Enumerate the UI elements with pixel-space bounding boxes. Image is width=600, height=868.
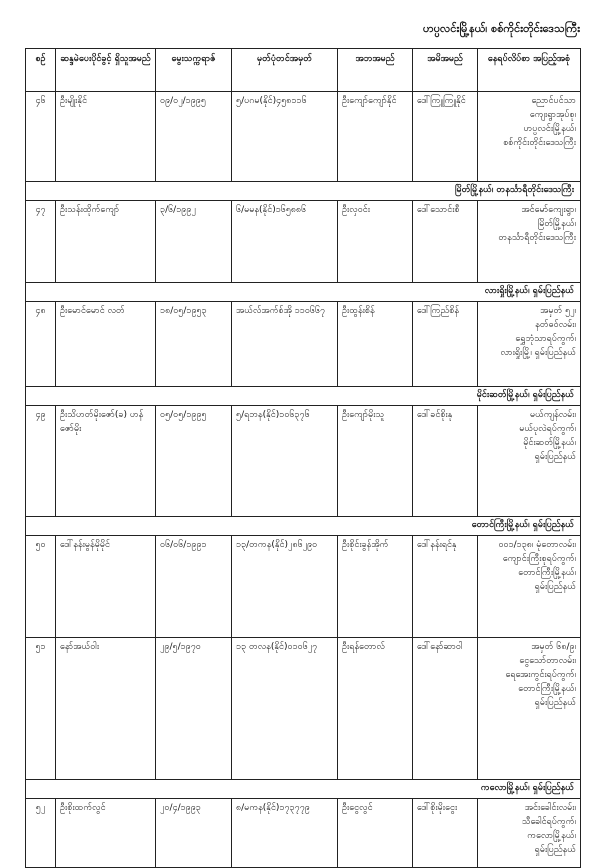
region-row <box>26 779 581 798</box>
cell-father: ဦးကျော်မိုးသူ <box>338 405 413 516</box>
cell-nrc: ၆/မမန(နိုင်)၁၆၅၈၈၆ <box>232 200 338 282</box>
address-line: ရေအေးကွင်းရပ်ကွက်၊ <box>505 669 576 680</box>
cell-no: ၅၂ <box>26 798 56 867</box>
address-line: တောင်ကြီးမြို့နယ်၊ <box>518 567 576 578</box>
cell-nrc: ၅/ပဂမ(နိုင်)၄၅၈၁၁၆ <box>232 92 338 182</box>
cell-father: ဦးငွေလွင် <box>338 798 413 867</box>
cell-father: ဦးလှဝင်း <box>338 200 413 282</box>
cell-no: ၄၇ <box>26 200 56 282</box>
address-line: အမှတ် ၅၂၊ <box>540 305 576 316</box>
header-no: စဉ် <box>26 49 56 92</box>
address-line: မိုင်းဆတ်မြို့နယ်၊ <box>523 437 576 448</box>
cell-name: ဦးစိုးထက်လွင် <box>56 798 156 867</box>
region-label: လားရှိုးမြို့နယ်၊ ရှမ်းပြည်နယ် <box>26 282 581 301</box>
candidate-table <box>25 48 581 868</box>
table-row <box>26 92 581 182</box>
cell-address <box>478 92 581 182</box>
address-line: ရှမ်းပြည်နယ် <box>534 697 576 708</box>
header-dob: မွေးသက္ကရာဇ် <box>156 49 232 92</box>
cell-mother: ဒေါ်နော်ဆာဝါ <box>413 637 478 779</box>
address-line: ဟပ္ပလင်းမြို့နယ်၊ <box>523 123 576 134</box>
cell-father: ဦးကျော်ကျော်နိုင် <box>338 92 413 182</box>
cell-dob: ၁၈/၀၅/၁၉၅၃ <box>156 301 232 386</box>
cell-name: ဦးမျိုးနိုင် <box>56 92 156 182</box>
cell-name: ဒေါ်နန်းမွန်မိုမိုင် <box>56 535 156 637</box>
region-label: မြိတ်မြို့နယ်၊ တနင်္သာရီတိုင်းဒေသကြီး <box>26 182 581 201</box>
cell-no: ၄၆ <box>26 92 56 182</box>
address-line: အမှတ် ၆၈/၉၊ <box>531 641 576 652</box>
cell-nrc: ၈/မကန(နိုင်)၁၇၃၇၇၉ <box>232 798 338 867</box>
cell-mother: ဒေါ်ကြည်စိန် <box>413 301 478 386</box>
address-line: ရှမ်းပြည်နယ် <box>534 844 576 855</box>
table-row <box>26 405 581 516</box>
header-mother: အမိအမည် <box>413 49 478 92</box>
cell-dob: ၀၅/၀၅/၁၉၉၅ <box>156 405 232 516</box>
cell-mother: ဒေါ်နန်းရင်နု <box>413 535 478 637</box>
cell-father: ဦးစိုင်းခွန်အိုက် <box>338 535 413 637</box>
cell-father: ဦးရန်တောလ် <box>338 637 413 779</box>
header-father: အဘအမည် <box>338 49 413 92</box>
header-name: ဆန္ဒမဲပေးပိုင်ခွင့် ရှိသူအမည် <box>56 49 156 92</box>
address-line: နတ်ဓဝ်လမ်း၊ <box>535 319 576 330</box>
cell-name: ဦးသန်းထိုက်ကျော် <box>56 200 156 282</box>
table-row <box>26 637 581 779</box>
cell-no: ၄၈ <box>26 301 56 386</box>
region-label: ကလောမြို့နယ်၊ ရှမ်းပြည်နယ် <box>26 779 581 798</box>
address-line: ကလောမြို့နယ်၊ <box>527 830 576 841</box>
address-line: ညောင်ပင်သာ <box>531 96 576 106</box>
address-line: ကျောင်းကြီးစုရပ်ကွက်၊ <box>502 553 576 564</box>
address-line: အင်မော်ကျေးရွာ၊ <box>521 204 576 215</box>
cell-name: နော်အယ်ဝါး <box>56 637 156 779</box>
address-line: ရှမ်းပြည်နယ် <box>534 451 576 462</box>
cell-address <box>478 798 581 867</box>
cell-address <box>478 405 581 516</box>
cell-address <box>478 637 581 779</box>
cell-address <box>478 301 581 386</box>
cell-nrc: အယ်လ်အက်စ်အို ၁၁၀၆၆၇ <box>232 301 338 386</box>
table-row <box>26 200 581 282</box>
address-line: မြိတ်မြို့နယ်၊ <box>537 218 576 229</box>
header-address: နေရပ်လိပ်စာ အပြည့်အစုံ <box>478 49 581 92</box>
address-line: ငွေသော်တာလမ်း၊ <box>519 655 576 666</box>
address-line: ၀၀၁/၁၃၈၊ မုံတောလမ်း၊ <box>498 539 576 550</box>
cell-mother: ဒေါ်စိုးမိုးငွေး <box>413 798 478 867</box>
table-row <box>26 798 581 867</box>
cell-mother: ဒေါ်ကြူကြူနိုင် <box>413 92 478 182</box>
cell-mother: ဒေါ်သောင်းစီ <box>413 200 478 282</box>
region-row <box>26 516 581 535</box>
address-line: အင်းခေါင်းလမ်း၊ <box>524 802 576 813</box>
address-line: တနင်္သာရီတိုင်းဒေသကြီး <box>498 232 576 243</box>
region-label: မိုင်းဆတ်မြို့နယ်၊ ရှမ်းပြည်နယ် <box>26 386 581 405</box>
cell-nrc: ၁၃/တကန(နိုင်)၂၈၆၂၉၀ <box>232 535 338 637</box>
cell-name: ဦးမောင်မောင် လတ် <box>56 301 156 386</box>
cell-dob: ၀၉/၀၂/၁၉၉၅ <box>156 92 232 182</box>
address-line: စစ်ကိုင်းတိုင်းဒေသကြီး <box>503 137 576 148</box>
cell-no: ၄၉ <box>26 405 56 516</box>
cell-name: ဦးသိဟတ်မိုးဇော်(ခ) ဟန်ဇော်မိုး <box>56 405 156 516</box>
address-line: ရှမ်းပြည်နယ် <box>534 581 576 592</box>
address-line: မယ်ကျန်လမ်း၊ <box>529 409 576 420</box>
cell-dob: ၂၉/၅/၁၉၇၀ <box>156 637 232 779</box>
cell-dob: ၀၆/၀၆/၁၉၉၁ <box>156 535 232 637</box>
cell-dob: ၂၀/၄/၁၉၉၃ <box>156 798 232 867</box>
cell-mother: ဒေါ်ခင်စိုးနု <box>413 405 478 516</box>
table-row <box>26 535 581 637</box>
address-line: သီခေါင်ရပ်ကွက်၊ <box>521 816 576 827</box>
region-row <box>26 386 581 405</box>
header-nrc: မှတ်ပုံတင်အမှတ် <box>232 49 338 92</box>
region-label: တောင်ကြီးမြို့နယ်၊ ရှမ်းပြည်နယ် <box>26 516 581 535</box>
address-line: လားရှိုးမြို့၊ ရှမ်းပြည်နယ် <box>500 347 576 358</box>
cell-nrc: ၁၃ တလန(နိုင်)၀၁၀၆၂၇ <box>232 637 338 779</box>
region-row <box>26 282 581 301</box>
cell-nrc: ၅/ရဘန(နိုင်)၁၀၆၃၇၆ <box>232 405 338 516</box>
cell-dob: ၃/၆/၁၉၉၂ <box>156 200 232 282</box>
table-header-row <box>26 49 581 92</box>
cell-address <box>478 535 581 637</box>
address-line: မယ်ပုလဲရပ်ကွက်၊ <box>519 423 576 434</box>
cell-no: ၅၁ <box>26 637 56 779</box>
region-row <box>26 182 581 201</box>
cell-father: ဦးထွန်းစိန် <box>338 301 413 386</box>
address-line: ရွှေဘုံသာရပ်ကွက်၊ <box>515 333 576 344</box>
address-line: တောင်ကြီးမြို့နယ်၊ <box>518 683 576 694</box>
cell-address <box>478 200 581 282</box>
address-line: ကျေးရွာအုပ်စု၊ <box>529 109 576 120</box>
table-row <box>26 301 581 386</box>
page-title: ဟပ္ပလင်းမြို့နယ်၊ စစ်ကိုင်းတိုင်းဒေသကြီး <box>423 22 580 35</box>
cell-no: ၅၀ <box>26 535 56 637</box>
